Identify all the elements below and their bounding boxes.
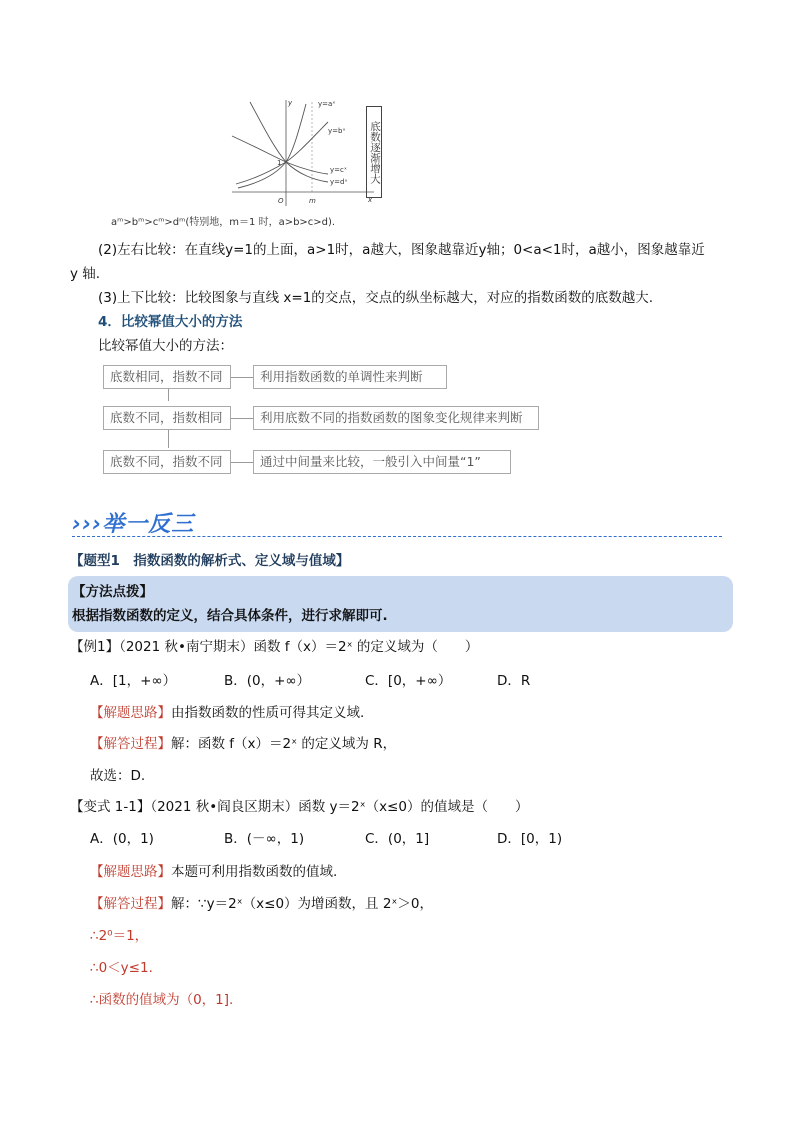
paragraph-3: (3)上下比较：比较图象与直线 x=1的交点，交点的纵坐标越大，对应的指数函数的底数越大.: [98, 290, 654, 306]
variant-1-1-option-b: B．(－∞，1): [224, 831, 305, 847]
example-1-idea-text: 由指数函数的性质可得其定义域.: [171, 705, 365, 721]
example-1-option-b: B．(0，+∞）: [224, 673, 311, 689]
label-one: 1: [277, 159, 282, 167]
paragraph-2-line2: y 轴.: [70, 266, 101, 282]
variant-1-1-step-3: ∴函数的值域为（0，1].: [90, 992, 234, 1008]
variant-1-1-process: [90, 894, 433, 914]
method-tip-text: 根据指数函数的定义，结合具体条件，进行求解即可.: [72, 608, 388, 624]
label-m: m: [309, 197, 316, 205]
type-1-title: 【题型1 指数函数的解析式、定义域与值域】: [70, 553, 350, 569]
example-1-stem: [70, 637, 478, 657]
label-y-b: y=bˣ: [328, 127, 346, 135]
example-1-option-d: D．R: [497, 673, 531, 689]
example-1-answer: 故选：D.: [90, 768, 146, 784]
example-1-process-text: 解：函数 f（x）＝2ˣ 的定义域为 R，: [171, 736, 397, 752]
variant-1-1-idea-text: 本题可利用指数函数的值域.: [171, 864, 338, 880]
flow-right-3: 通过中间量来比较，一般引入中间量“1”: [253, 450, 511, 474]
curve-d: [250, 102, 328, 182]
variant-1-1-option-a: A．(0，1): [90, 831, 154, 847]
example-1-idea-label: 【解题思路】: [90, 705, 171, 721]
example-1-process: [90, 734, 396, 754]
flow-connector-2: [231, 418, 253, 419]
paragraph-2-line1: (2)左右比较：在直线y=1的上面，a>1时，a越大，图象越靠近y轴；0<a<1时，a越小，图象越靠近: [98, 242, 705, 258]
section-4-title: 4．比较幂值大小的方法: [98, 314, 243, 330]
banner-divider: [72, 536, 722, 537]
variant-1-1-stem: [70, 797, 528, 817]
label-axis-x: x: [368, 196, 373, 204]
example-1-option-a: A．[1，+∞）: [90, 673, 177, 689]
label-axis-y: y: [288, 99, 293, 107]
variant-1-1-process-label: 【解答过程】: [90, 896, 171, 912]
flow-connector-1: [231, 377, 253, 378]
variant-1-1-step-1: ∴2⁰＝1，: [90, 928, 149, 944]
flow-right-2: 利用底数不同的指数函数的图象变化规律来判断: [253, 406, 539, 430]
variant-1-1-idea-label: 【解题思路】: [90, 864, 171, 880]
example-1-idea: [90, 703, 364, 723]
flow-vertical-2: [168, 430, 169, 448]
example-1-label: 【例1】: [70, 639, 120, 655]
practice-banner-title: ›››举一反三: [72, 512, 195, 537]
flow-left-1: 底数相同，指数不同: [103, 365, 231, 389]
base-increasing-label: 底数逐渐增大: [366, 106, 382, 198]
curve-b: [236, 122, 328, 184]
variant-1-1-idea: [90, 862, 337, 882]
label-origin: O: [278, 197, 284, 205]
variant-1-1-step-2: ∴0＜y≤1.: [90, 960, 153, 976]
example-1-process-label: 【解答过程】: [90, 736, 171, 752]
flow-vertical-1: [168, 389, 169, 401]
label-y-d: y=dˣ: [330, 178, 348, 186]
method-tip-label: 【方法点拨】: [72, 584, 153, 600]
variant-1-1-process-text: 解：∵y＝2ˣ（x≤0）为增函数，且 2ˣ＞0，: [171, 896, 434, 912]
section-4-intro: 比较幂值大小的方法：: [98, 338, 233, 354]
exponential-curves-figure: [228, 96, 378, 208]
variant-1-1-option-d: D．[0，1): [497, 831, 563, 847]
label-y-c: y=cˣ: [330, 166, 347, 174]
figure-caption: aᵐ>bᵐ>cᵐ>dᵐ(特别地，m＝1 时，a>b>c>d).: [111, 217, 336, 228]
example-1-option-c: C．[0，+∞）: [365, 673, 452, 689]
flow-left-2: 底数不同，指数相同: [103, 406, 231, 430]
variant-1-1-label: 【变式 1-1】: [70, 799, 151, 815]
curve-a: [238, 104, 306, 188]
example-1-question: （2021 秋•南宁期末）函数 f（x）＝2ˣ 的定义域为（ ）: [119, 639, 479, 655]
variant-1-1-question: （2021 秋•阎良区期末）函数 y＝2ˣ（x≤0）的值域是（ ）: [150, 799, 529, 815]
variant-1-1-option-c: C．(0，1]: [365, 831, 430, 847]
flow-right-1: 利用指数函数的单调性来判断: [253, 365, 447, 389]
flow-left-3: 底数不同，指数不同: [103, 450, 231, 474]
label-y-a: y=aˣ: [318, 100, 336, 108]
flow-connector-3: [231, 462, 253, 463]
